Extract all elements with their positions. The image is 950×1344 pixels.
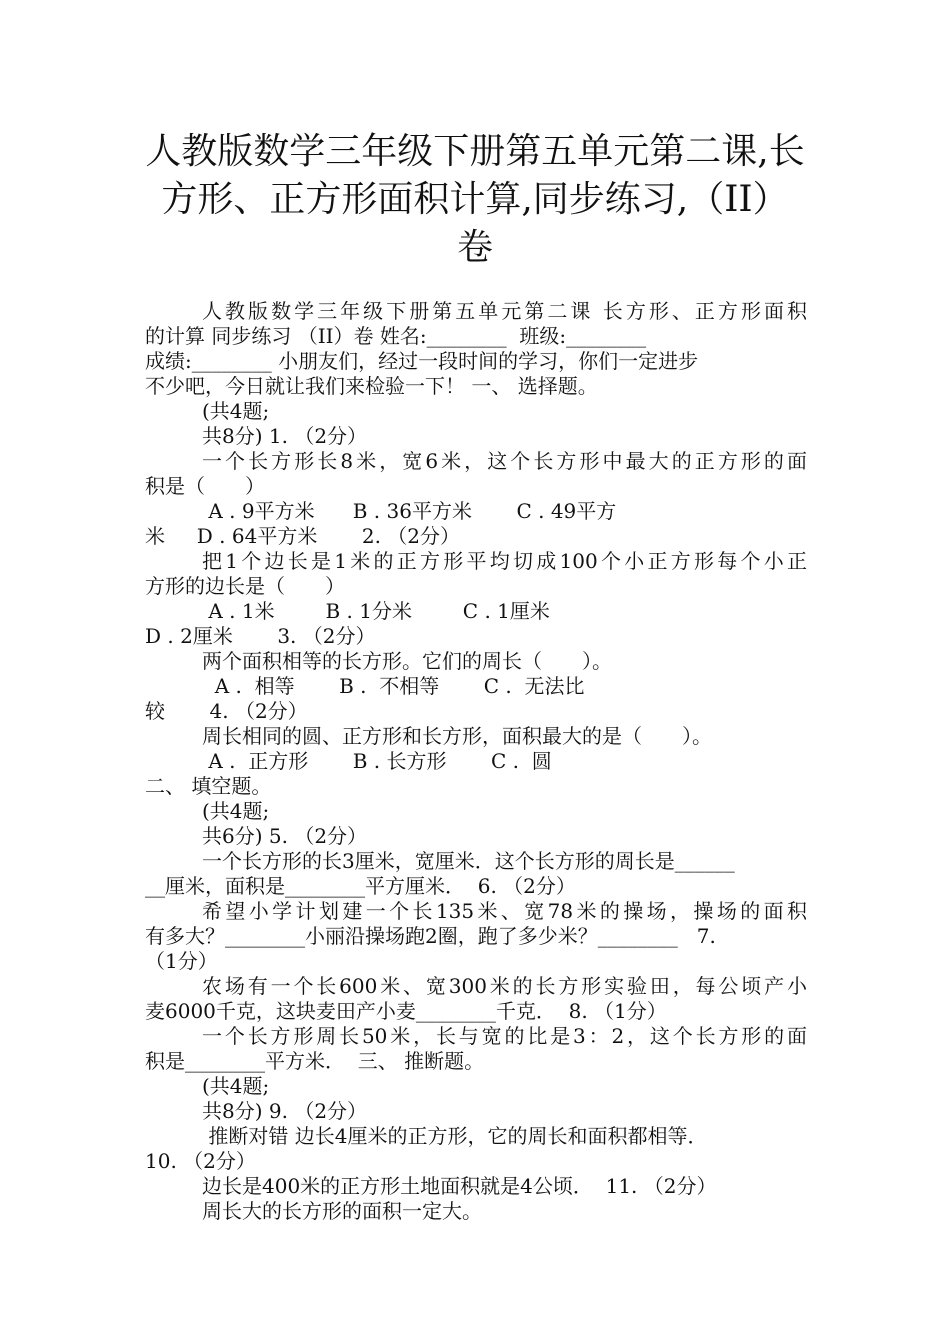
body-line: 农场有一个长600米、宽300米的长方形实验田，每公顷产小: [202, 974, 807, 998]
body-line: (共4题;: [202, 399, 270, 423]
body-line: 把1个边长是1米的正方形平均切成100个小正方形每个小正: [202, 549, 807, 573]
body-line: A . 9平方米 B . 36平方米 C . 49平方: [202, 499, 617, 523]
body-line: 10. （2分）: [145, 1149, 256, 1173]
body-line: A . 1米 B . 1分米 C . 1厘米: [202, 599, 550, 623]
body-line: 不少吧，今日就让我们来检验一下！ 一、 选择题。: [145, 374, 598, 398]
body-line: 米 D . 64平方米 2. （2分）: [145, 524, 461, 548]
body-line: 积是________平方米． 三、 推断题。: [145, 1049, 485, 1073]
body-line: 的计算 同步练习 （II）卷 姓名:________ 班级:________: [145, 324, 647, 348]
body-line: （1分）: [145, 949, 218, 973]
body-line: 有多大？________小丽沿操场跑2圈，跑了多少米？________ 7.: [145, 924, 716, 948]
section-heading: 二、 填空题。: [145, 774, 272, 798]
body-line: 边长是400米的正方形土地面积就是4公顷． 11. （2分）: [202, 1174, 717, 1198]
title-line-1: 人教版数学三年级下册第五单元第二课,长: [145, 131, 805, 172]
body-line: 一个长方形周长50米，长与宽的比是3：2，这个长方形的面: [202, 1024, 807, 1048]
body-line: 人教版数学三年级下册第五单元第二课 长方形、正方形面积: [202, 299, 807, 323]
title-line-3: 卷: [456, 227, 493, 268]
title-line-2: 方形、正方形面积计算,同步练习,（II）: [161, 179, 789, 220]
body-line: A . 相等 B . 不相等 C . 无法比: [202, 674, 585, 698]
body-line: D . 2厘米 3. （2分）: [145, 624, 376, 648]
body-line: 共8分) 1. （2分）: [202, 424, 368, 448]
body-line: 较 4. （2分）: [145, 699, 308, 723]
body-line: 希望小学计划建一个长135米、宽78米的操场，操场的面积: [202, 899, 807, 923]
body-line: 周长大的长方形的面积一定大。: [202, 1199, 482, 1223]
body-line: 一个长方形长8米，宽6米，这个长方形中最大的正方形的面: [202, 449, 807, 473]
body-line: 方形的边长是（ ）: [145, 574, 345, 598]
body-line: 周长相同的圆、正方形和长方形，面积最大的是（ ）。: [202, 724, 712, 748]
body-line: 一个长方形的长3厘米，宽厘米．这个长方形的周长是______: [202, 849, 735, 873]
body-line: 共8分) 9. （2分）: [202, 1099, 368, 1123]
body-line: 成绩:________ 小朋友们，经过一段时间的学习，你们一定进步: [145, 349, 699, 373]
body-line: __厘米，面积是________平方厘米． 6. （2分）: [145, 874, 576, 898]
body-line: 两个面积相等的长方形。它们的周长（ ）。: [202, 649, 612, 673]
body-line: (共4题;: [202, 1074, 270, 1098]
body-line: 共6分) 5. （2分）: [202, 824, 368, 848]
body-line: 麦6000千克，这块麦田产小麦________千克． 8. （1分）: [145, 999, 667, 1023]
body-line: 积是（ ）: [145, 474, 265, 498]
body-line: 推断对错 边长4厘米的正方形，它的周长和面积都相等．: [202, 1124, 708, 1148]
body-line: A . 正方形 B . 长方形 C . 圆: [202, 749, 552, 773]
body-line: (共4题;: [202, 799, 270, 823]
